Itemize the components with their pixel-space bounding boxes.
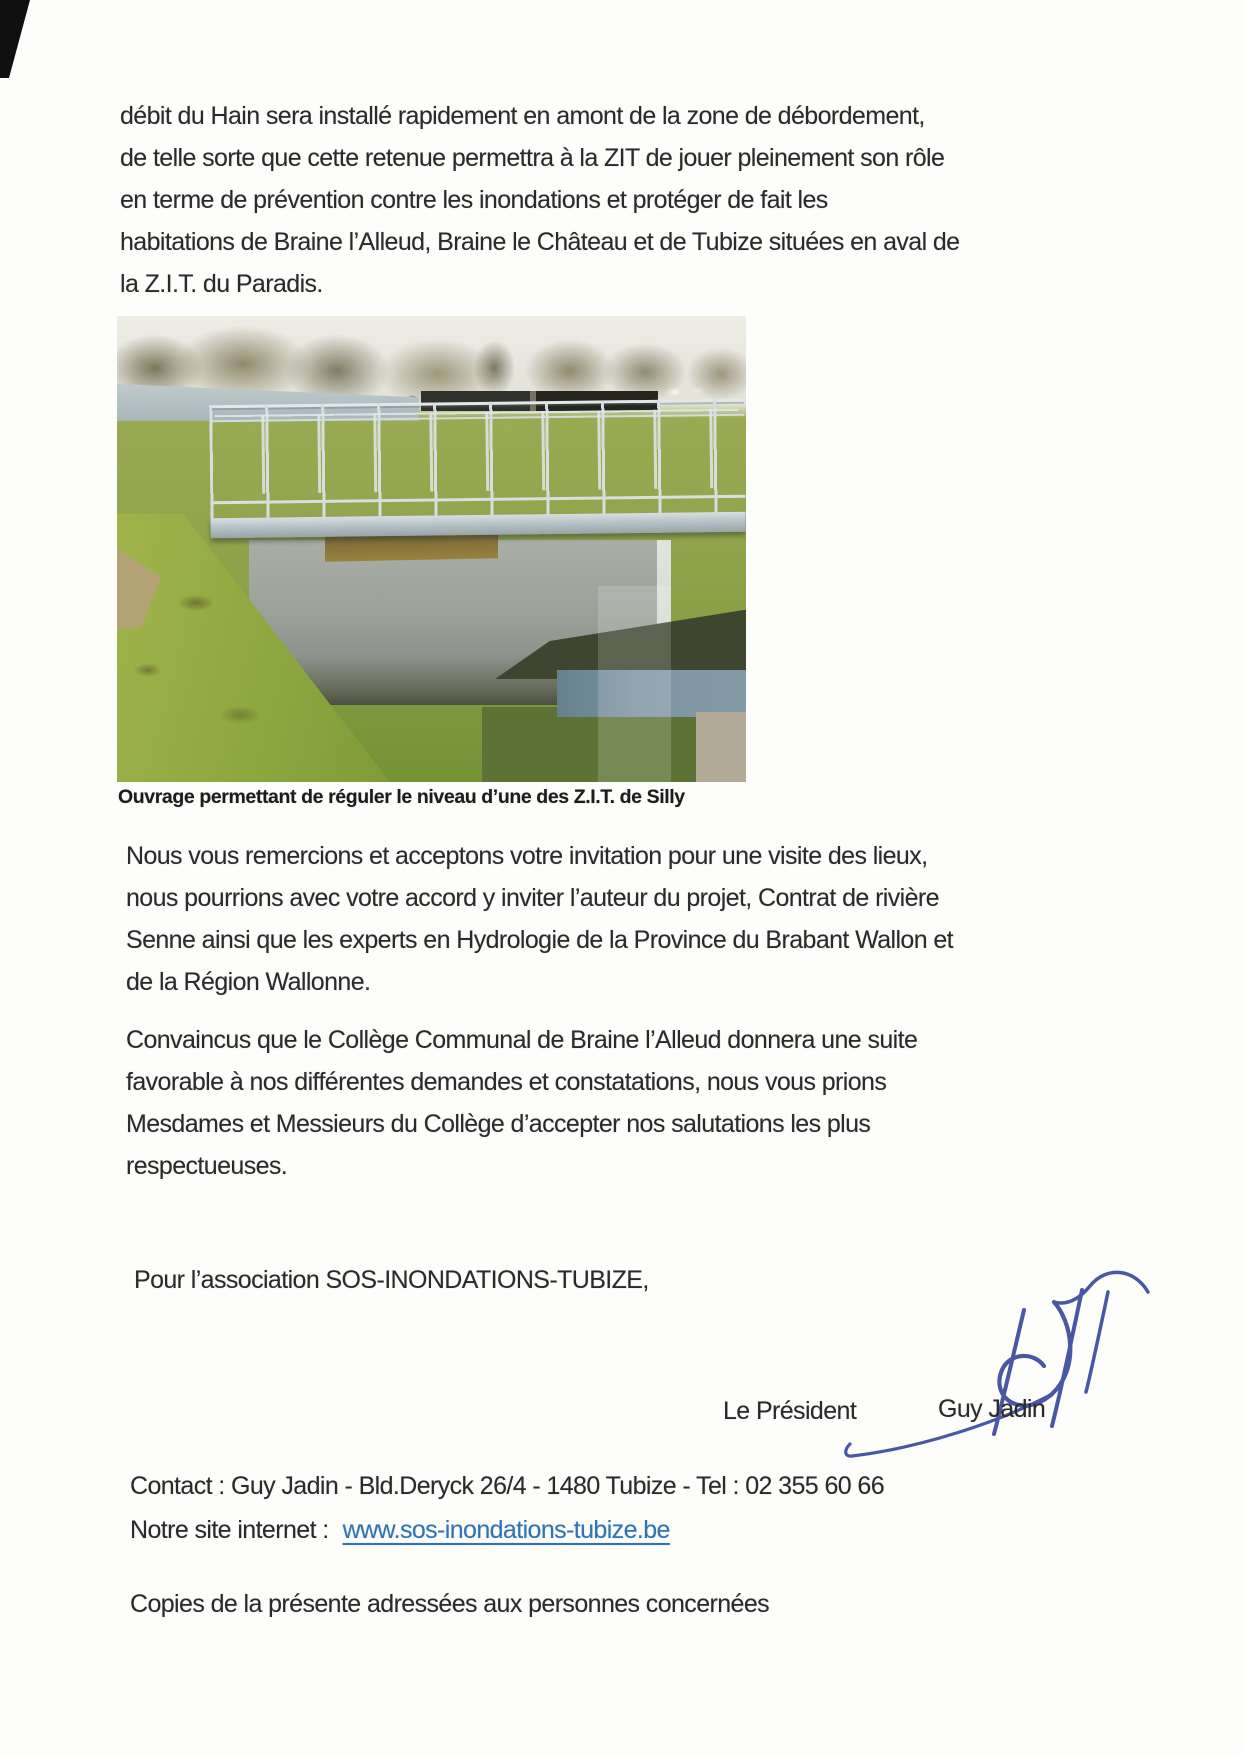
paragraph-line: débit du Hain sera installé rapidement en amont de la zone de débordement, xyxy=(120,102,925,130)
photo-bottom-right-bank xyxy=(696,712,746,782)
photo-steel-railing xyxy=(209,399,745,543)
paragraph-line: de telle sorte que cette retenue permettra à la ZIT de jouer pleinement son rôle xyxy=(120,144,945,172)
website-label: Notre site internet : xyxy=(130,1516,329,1544)
website-line xyxy=(130,1509,670,1551)
paragraph-line: Convaincus que le Collège Communal de Braine l’Alleud donnera une suite xyxy=(126,1026,918,1054)
photo-railing-panels xyxy=(215,409,740,495)
paragraph-line: nous pourrions avec votre accord y inviter l’auteur du projet, Contrat de rivière xyxy=(126,884,939,912)
paragraph-line: favorable à nos différentes demandes et constatations, nous vous prions xyxy=(126,1068,887,1096)
paragraph-line: Nous vous remercions et acceptons votre invitation pour une visite des lieux, xyxy=(126,842,928,870)
website-link[interactable]: www.sos-inondations-tubize.be xyxy=(342,1516,670,1544)
paragraph-line: respectueuses. xyxy=(126,1152,288,1180)
paragraph-line: Senne ainsi que les experts en Hydrologie de la Province du Brabant Wallon et xyxy=(126,926,954,954)
copies-line: Copies de la présente adressées aux personnes concernées xyxy=(130,1590,770,1618)
paragraph-1 xyxy=(120,95,960,305)
paragraph-3 xyxy=(126,1019,917,1187)
president-name: Guy Jadin xyxy=(938,1395,1046,1423)
paragraph-line: la Z.I.T. du Paradis. xyxy=(120,270,323,298)
handwritten-signature xyxy=(800,1252,1180,1472)
paragraph-line: de la Région Wallonne. xyxy=(126,968,371,996)
paragraph-line: en terme de prévention contre les inondations et protéger de fait les xyxy=(120,186,828,214)
paragraph-line: Mesdames et Messieurs du Collège d’accepter nos salutations les plus xyxy=(126,1110,871,1138)
photo-caption: Ouvrage permettant de réguler le niveau d’une des Z.I.T. de Silly xyxy=(118,786,685,808)
contact-line: Contact : Guy Jadin - Bld.Deryck 26/4 - 1480 Tubize - Tel : 02 355 60 66 xyxy=(130,1472,885,1500)
photo-exposure-overlap xyxy=(598,586,670,782)
scan-corner-artifact xyxy=(0,0,30,78)
photo-regulating-structure xyxy=(117,316,746,782)
president-label: Le Président xyxy=(723,1397,857,1425)
association-line: Pour l’association SOS-INONDATIONS-TUBIZE, xyxy=(134,1266,649,1294)
paragraph-2 xyxy=(126,835,953,1003)
paragraph-line: habitations de Braine l’Alleud, Braine le Château et de Tubize situées en aval de xyxy=(120,228,960,256)
